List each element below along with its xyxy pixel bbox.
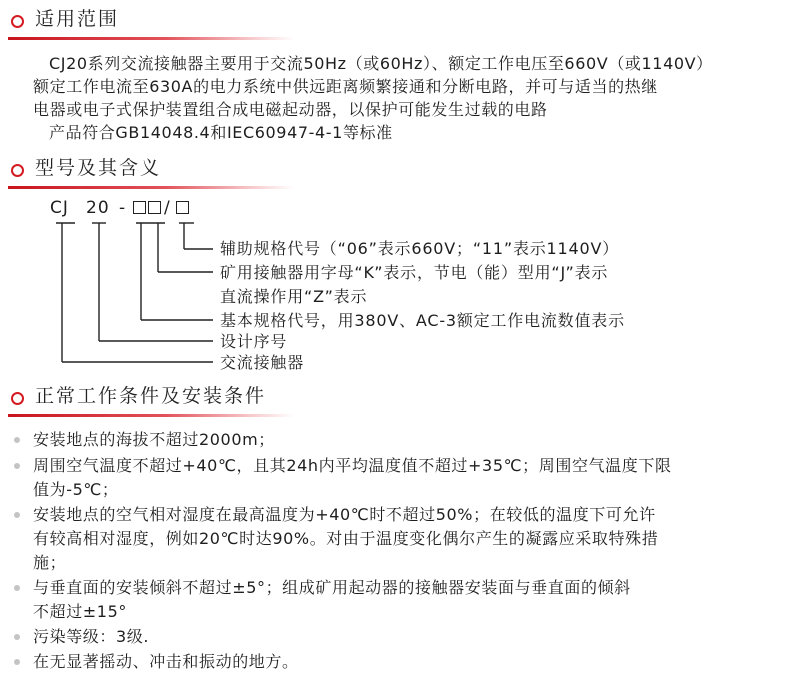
code-dash: - [119, 198, 127, 218]
circle-bullet-icon [11, 392, 24, 405]
list-item-text: 周围空气温度不超过+40℃，且其24h内平均温度值不超过+35℃；周围空气温度下限 [33, 456, 672, 475]
list-item-text: 与垂直面的安装倾斜不超过±5°；组成矿用起动器的接触器安装面与垂直面的倾斜 [33, 578, 631, 597]
paragraph-line: 电器或电子式保护装置组合成电磁起动器，以保护可能发生过载的电路 [33, 100, 548, 119]
section-divider [8, 37, 294, 40]
desc-design-no: 设计序号 [220, 332, 288, 351]
list-item-text: 在无显著摇动、冲击和振动的地方。 [33, 652, 299, 671]
section-divider [8, 414, 294, 417]
list-item-text: 有较高相对湿度，例如20℃时达90%。对由于温度变化偶尔产生的凝露应采取特殊措 [33, 529, 659, 548]
model-code-diagram [0, 190, 796, 380]
section-header-conditions [8, 383, 796, 419]
list-bullet-icon [14, 634, 20, 640]
section-title: 型号及其含义 [35, 157, 162, 179]
desc-mine-type: 矿用接触器用字母“K”表示，节电（能）型用“J”表示 [220, 263, 609, 282]
code-prefix: CJ [50, 198, 69, 218]
list-bullet-icon [14, 463, 20, 469]
list-bullet-icon [14, 512, 20, 518]
section-divider [8, 186, 294, 189]
code-slash: / [164, 198, 171, 218]
placeholder-box [133, 201, 146, 214]
desc-aux-spec: 辅助规格代号（“06”表示660V；“11”表示1140V） [220, 239, 620, 258]
code-series: 20 [86, 198, 110, 218]
list-bullet-icon [14, 585, 20, 591]
list-item-text: 值为-5℃； [33, 480, 119, 499]
list-item-text: 安装地点的海拔不超过2000m； [33, 430, 275, 449]
list-bullet-icon [14, 437, 20, 443]
desc-dc-op: 直流操作用“Z”表示 [220, 287, 368, 306]
circle-bullet-icon [11, 15, 24, 28]
section-header-model [8, 155, 796, 191]
connector-lines [0, 190, 796, 380]
paragraph-line: 额定工作电流至630A的电力系统中供远距离频繁接通和分断电路，并可与适当的热继 [33, 77, 658, 96]
desc-basic-spec: 基本规格代号，用380V、AC-3额定工作电流数值表示 [220, 311, 625, 330]
section-title: 正常工作条件及安装条件 [35, 385, 267, 407]
list-item-text: 不超过±15° [33, 602, 127, 621]
list-item-text: 污染等级：3级. [33, 627, 150, 646]
paragraph-line: CJ20系列交流接触器主要用于交流50Hz（或60Hz）、额定工作电压至660V（或1140V） [49, 54, 713, 73]
placeholder-box [148, 201, 161, 214]
placeholder-box [176, 201, 189, 214]
paragraph-line: 产品符合GB14048.4和IEC60947-4-1等标准 [49, 123, 393, 142]
circle-bullet-icon [11, 164, 24, 177]
code-box-group [133, 198, 161, 218]
desc-contactor: 交流接触器 [220, 353, 305, 372]
code-box-aux [176, 198, 189, 218]
scope-paragraph [33, 52, 793, 144]
list-bullet-icon [14, 659, 20, 665]
list-item-text: 安装地点的空气相对湿度在最高温度为+40℃时不超过50%；在较低的温度下可允许 [33, 505, 656, 524]
section-title: 适用范围 [35, 8, 120, 30]
list-item-text: 施； [33, 553, 67, 572]
section-header-scope [8, 6, 796, 42]
